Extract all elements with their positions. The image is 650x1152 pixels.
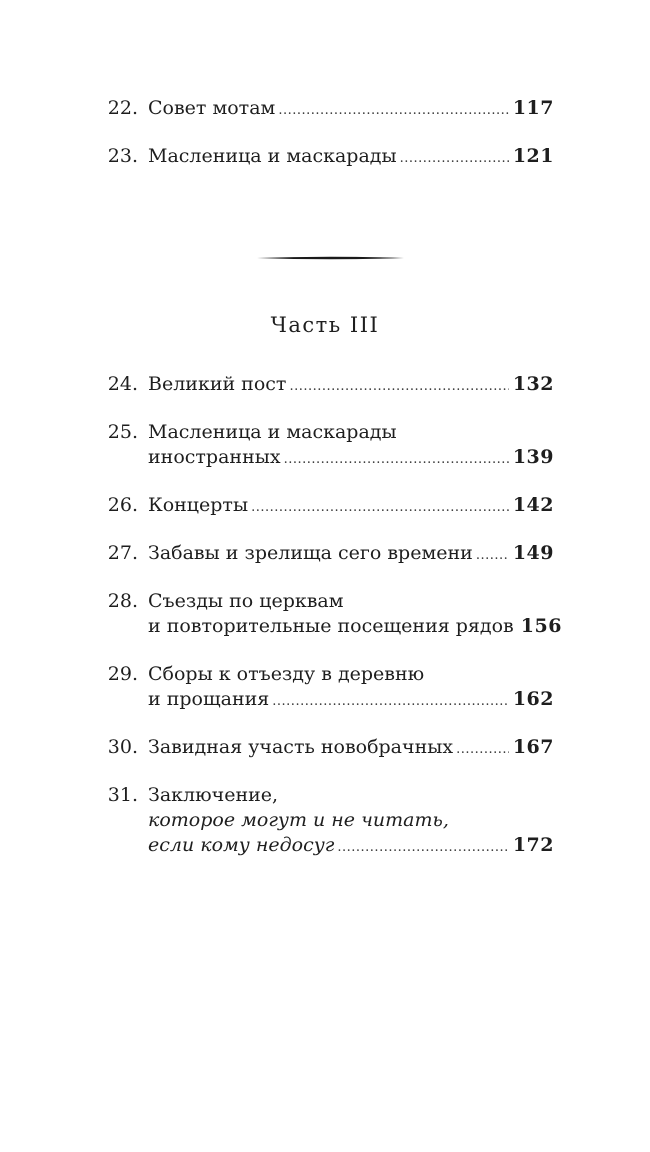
toc-entry-title: Великий пост [148,373,287,395]
toc-page-number: 162 [512,688,554,710]
toc-entry-line [148,144,554,169]
toc-entry-title: и повторительные посещения рядов [148,615,514,637]
toc-entry-number: 31. [107,784,138,806]
toc-entry-number: 27. [107,542,138,564]
toc-entry-line [148,687,554,712]
toc-entry-line [148,589,554,614]
toc-entry-title: которое могут и не читать, [148,809,449,831]
dot-leader [337,835,508,860]
toc-entry [0,96,650,121]
toc-page-number: 121 [512,145,554,167]
toc-entry-line [148,96,554,121]
section-divider [257,256,404,260]
toc-entry-title: Масленица и маскарады [148,421,397,443]
toc-entry [0,420,650,470]
toc-entry-title: иностранных [148,446,281,468]
toc-page-number: 139 [512,446,554,468]
toc-entry [0,541,650,566]
toc-entry-title: Масленица и маскарады [148,145,397,167]
toc-entry-number: 29. [107,663,138,685]
toc-entry-line [148,735,554,760]
toc-entry-title: Концерты [148,494,249,516]
part-title: Часть III [270,313,380,337]
dot-leader [251,495,509,520]
toc-entry-number: 25. [107,421,138,443]
toc-entry [0,783,650,858]
toc-entry-number: 26. [107,494,138,516]
toc-entry-title: Сборы к отъезду в деревню [148,663,425,685]
toc-entry [0,144,650,169]
toc-page-number: 172 [512,834,554,856]
toc-entry-title: Завидная участь новобрачных [148,736,454,758]
toc-entry-title: Совет мотам [148,97,276,119]
toc-entry [0,735,650,760]
toc-entry-line [148,783,554,808]
toc-entry-line [148,662,554,687]
toc-entry-line [148,445,554,470]
toc-page-number: 117 [512,97,554,119]
toc-entry-line [148,420,554,445]
toc-entry-line [148,541,554,566]
toc-page-number: 156 [520,615,562,637]
toc-entry-number: 22. [107,97,138,119]
toc-page-number: 149 [512,542,554,564]
dot-leader [272,689,509,714]
dot-leader [278,98,509,123]
toc-entry-number: 24. [107,373,138,395]
toc-top-section [0,96,650,192]
toc-page-number: 142 [512,494,554,516]
toc-entry-title: Съезды по церквам [148,590,344,612]
dot-leader [284,447,509,472]
toc-entry-line [148,372,554,397]
toc-entry-title: и прощания [148,688,270,710]
toc-page-number: 167 [512,736,554,758]
toc-entry [0,662,650,712]
dot-leader [289,374,508,399]
toc-page-number: 132 [512,373,554,395]
toc-entry-line [148,614,562,639]
toc-entry [0,589,650,639]
dot-leader [476,543,509,568]
toc-entry-line [148,808,554,833]
toc-entry-line [148,833,554,858]
toc-entry-number: 28. [107,590,138,612]
toc-part3-section [0,372,650,881]
dot-leader [400,146,509,171]
toc-entry [0,372,650,397]
toc-entry-title: Забавы и зрелища сего времени [148,542,473,564]
dot-leader [456,737,509,762]
toc-entry-title: Заключение, [148,784,279,806]
toc-entry-line [148,493,554,518]
toc-entry-number: 30. [107,736,138,758]
toc-entry-title: если кому недосуг [148,834,335,856]
toc-entry [0,493,650,518]
toc-entry-number: 23. [107,145,138,167]
